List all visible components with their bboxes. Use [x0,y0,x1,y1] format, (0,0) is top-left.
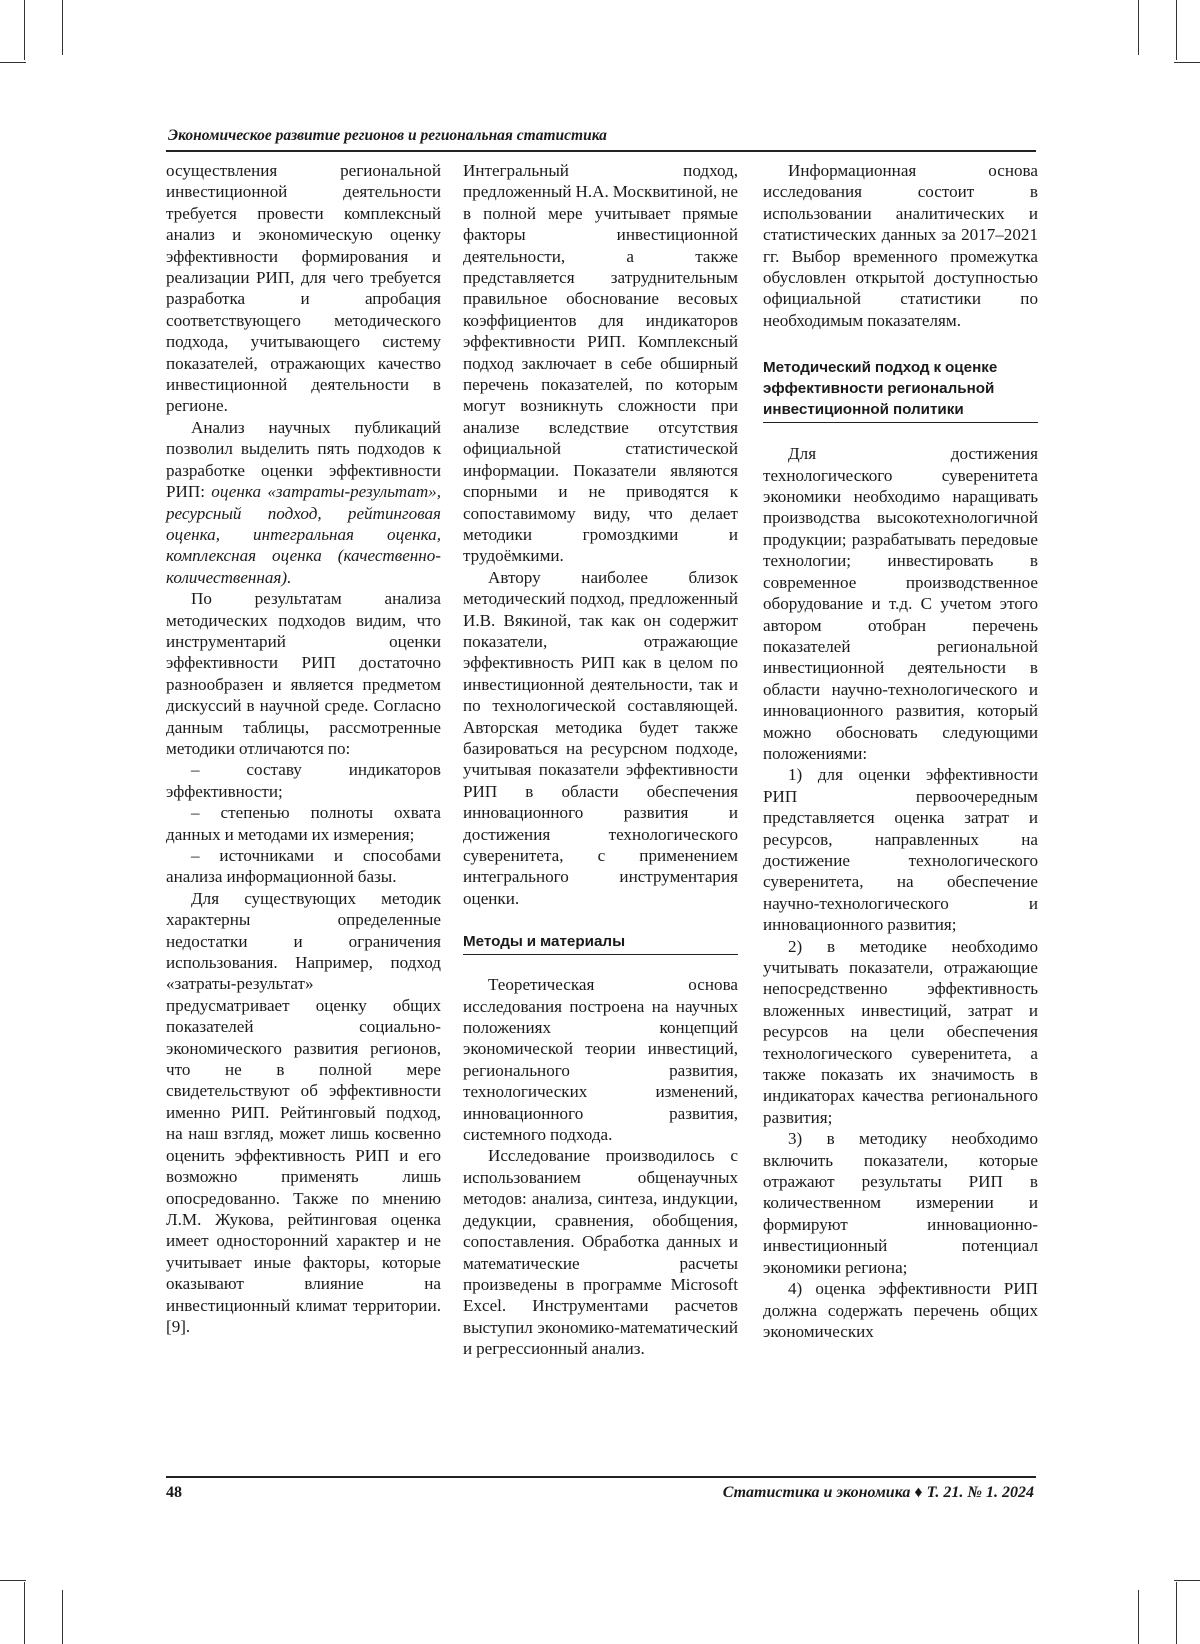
paragraph: Для достижения технологического суверенитета экономики необходимо наращивать производства высокотехнологичной продукции; разрабатывать передовые технологии; инвестировать в современное производственное оборудование и т.д. С учетом этого автором отобран перечень показателей региональной инвестиционной деятельности в области научно-технологического и инновационного развития, который можно обосновать следующими положениями: [763,444,1038,763]
paragraph: Теоретическая основа исследования построена на научных положениях концепций экономической теории инвестиций, регионального развития, технологических изменений, инновационного развития, системного подхода. [463,975,738,1145]
crop-mark [1138,1590,1139,1644]
crop-mark [1174,62,1200,63]
diamond-separator: ♦ [914,1484,923,1501]
header-rule [166,150,1036,152]
paragraph: Информационная основа исследования состоит в использовании аналитических и статистических данных за 2017–2021 гг. Выбор временного промежутка обусловлен открытой доступностью официальной статистики по необходимым показателям. [763,161,1038,330]
crop-mark [24,0,25,60]
list-item: 4) оценка эффективности РИП должна содержать перечень общих экономических [763,1279,1038,1341]
list-item: 3) в методику необходимо включить показатели, которые отражают результаты РИП в количественном измерении и формируют инновационно-инвестиционный потенциал экономики региона; [763,1129,1038,1277]
journal-citation [723,1482,1034,1504]
crop-mark [24,1582,25,1644]
volume-issue: Т. 21. № 1. 2024 [926,1484,1034,1501]
crop-mark [0,62,26,63]
crop-mark [1138,0,1139,55]
list-item: – степенью полноты охвата данных и методами их измерения; [166,803,441,844]
footer-rule [166,1476,1036,1478]
paragraph: По результатам анализа методических подходов видим, что инструментарий оценки эффективности РИП достаточно разнообразен и является предметом дискуссий в научной среде. Согласно данным таблицы, рассмотренные методики отличаются по: [166,589,441,758]
paragraph: осуществления региональной инвестиционной деятельности требуется провести комплексный анализ и экономическую оценку эффективности формирования и реализации РИП, для чего требуется разработка и апробация соответствующего методического подхода, учитывающего систему показателей, отражающих качество инвестиционной деятельности в регионе. [166,161,441,416]
crop-mark [62,0,63,55]
list-item: – источниками и способами анализа информационной базы. [166,846,441,887]
list-item: – составу индикаторов эффективности; [166,760,441,801]
approaches-list-italic: оценка «затраты-результат», ресурсный подход, рейтинговая оценка, интегральная оценка, комплексная оценка (качественно-количественная). [166,482,441,587]
crop-mark [62,1590,63,1644]
section-heading: Методический подход к оценке эффективности региональной инвестиционной политики [763,357,1038,423]
column-1 [166,160,441,1337]
paragraph: Автору наиболее близок методический подход, предложенный И.В. Вякиной, так как он содержит показатели, отражающие эффективность РИП как в целом по инвестиционной деятельности, так и по технологической составляющей. Авторская методика будет также базироваться на ресурсном подходе, учитывая показатели эффективности РИП в области обеспечения инновационного развития и достижения технологического суверенитета, с применением интегрального инструментария оценки. [463,567,738,908]
crop-mark [1176,0,1177,60]
paragraph [166,417,441,588]
running-head: Экономическое развитие регионов и региональная статистика [168,127,607,144]
crop-mark [1176,1582,1177,1644]
crop-mark [1174,1580,1200,1581]
paragraph: Для существующих методик характерны определенные недостатки и ограничения использования. Например, подход «затраты-результат» предусматривает оценку общих показателей социально-экономического развития регионов, что не в полной мере свидетельствуют об эффективности именно РИП. Рейтинговый подход, на наш взгляд, может лишь косвенно оценить эффективность РИП и его возможно применять лишь опосредованно. Также по мнению Л.М. Жукова, рейтинговая оценка имеет односторонний характер и не учитывает иные факторы, которые оказывают влияние на инвестиционный климат территории. [9]. [166,888,441,1336]
paragraph-text: Анализ научных публикаций позволил выделить пять подходов к разработке оценки эффективности РИП: [166,417,441,502]
section-heading: Методы и материалы [463,931,738,955]
journal-name: Статистика и экономика [722,1484,911,1501]
column-2 [463,160,738,1360]
paragraph: Исследование производилось с использованием общенаучных методов: анализа, синтеза, индукции, дедукции, сравнения, обобщения, сопоставления. Обработка данных и математические расчеты произведены в программе Microsoft Excel. Инструментами расчетов выступил экономико-математический и регрессионный анализ. [463,1146,738,1359]
page-number: 48 [166,1484,182,1501]
column-3 [763,160,1038,1342]
list-item: 1) для оценки эффективности РИП первоочередным представляется оценка затрат и ресурсов, направленных на достижение технологического суверенитета, на обеспечение научно-технологического и инновационного развития; [763,765,1038,935]
crop-mark [0,1580,26,1581]
list-item: 2) в методике необходимо учитывать показатели, отражающие непосредственно эффективность вложенных инвестиций, затрат и ресурсов на цели обеспечения технологического суверенитета, а также показать их значимость в индикаторах качества регионального развития; [763,936,1038,1127]
paragraph: Интегральный подход, предложенный Н.А. Москвитиной, не в полной мере учитывает прямые факторы инвестиционной деятельности, а также представляется затруднительным правильное обоснование весовых коэффициентов для индикаторов эффективности РИП. Комплексный подход заключает в себе обширный перечень показателей, по которым могут возникнуть сложности при анализе вследствие отсутствия официальной статистической информации. Показатели являются спорными и не приводятся к сопоставимому виду, что делает методики громоздкими и трудоёмкими. [463,161,738,566]
